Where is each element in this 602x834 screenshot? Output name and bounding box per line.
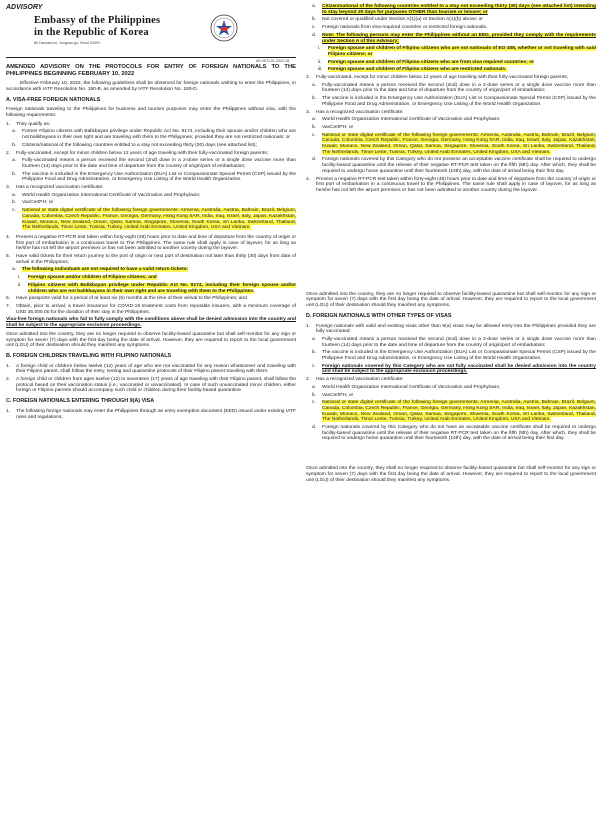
header-divider — [6, 57, 296, 58]
embassy-address: 80 Hannam-ro, Yongsan-gu, Seoul 04391 — [34, 41, 101, 45]
list-item: a. Fully-vaccinated means a person received the second (2nd) dose in a 2-dose series or a single dose vaccine more than fourteen (14) days prior to the date and time of departure from the country of origin/port of embarkation; — [312, 336, 596, 348]
visa-free-failure-note: Visa-free foreign nationals who fail to fully comply with the conditions above shall be denied admission into the country and shall be subject to the appropriate exclusion proceedings. — [6, 317, 296, 329]
list-item: b. VaxCertPH; or — [312, 392, 354, 398]
list-item: a. World Health Organization International Certificate of Vaccination and Prophylaxis; — [12, 192, 201, 198]
list-item: d. Foreign nationals covered by this Category who do not have an acceptable vaccine certificate shall be required to undergo facility-based quarantine until the release of their negative RT-PCR test taken on the fifth (5th) day. After which, they shall be required to undergo home quarantine until their fourteenth (14th) day, with the date of arrival being their first day. — [312, 425, 596, 442]
list-item: 2. Has a recognized vaccination certificate: — [306, 377, 404, 383]
highlighted-text: National or state digital certificate of the following foreign governments: Armenia, Australia, Austria, Bahrain, Brazil, Belgium, Canada, Colombia, Czech Republic, France, Georgia, Germany, Hong Kong SAR, India, Iraq, Israel, Italy, Japan, Kazakhstan, Kuwait, Monaco, New Zealand, Oman, Qatar, Samoa, Singapore, Slovenia, South Korea, Sri Lanka, Switzerland, Thailand, The Netherlands, Timor Leste, Tunisia, Turkey, United Arab Emirates, United Kingdom, USA and Vietnam. — [322, 400, 596, 423]
section-a-heading: A. VISA-FREE FOREIGN NATIONALS — [6, 96, 101, 103]
list-item: c. National or state digital certificate of the following foreign governments: Armenia, Australia, Austria, Bahrain, Brazil, Belgium, Canada, Colombia, Czech Republic, France, Georgia, Germany, Hong Kong SAR, India, Iraq, Israel, Italy, Japan, Kazakhstan, Kuwait, Monaco, New Zealand, Oman, Qatar, Samoa, Singapore, Slovenia, South Korea, Sri Lanka, Switzerland, Thailand, The Netherlands, Timor Leste, Tunisia, Turkey, United Arab Emirates, United Kingdom, USA and Vietnam. — [12, 208, 296, 231]
left-column — [6, 64, 296, 422]
highlighted-text: Note: The following persons may enter the Philippines without an EED, provided they comply with the requirements under Section A of this Advisory: — [322, 32, 596, 44]
highlighted-text: Citizen/national of the following countries entitled to a stay not exceeding thirty (30) days (see attached list) intending to stay beyond 30 days for purposes OTHER than tourism or leisure; or — [322, 4, 596, 15]
highlighted-text: Foreign spouse and children of Filipino citizens who are restricted nationals. — [328, 67, 507, 73]
list-item: 7. Obtain, prior to arrival, a travel insurance for COVID-19 treatment costs from reputable insurers, with a minimum coverage of USD 35,000.00 for the duration of their stay in the Philippines. — [6, 303, 296, 315]
list-item: a. The following individuals are not required to have a valid return tickets: — [12, 267, 189, 273]
list-item: 6. Have passports valid for a period of at least six (6) months at the time of their arrival to the Philippines; and — [6, 296, 247, 302]
list-item: ii. Foreign spouse and children of Filipino citizens who are from visa required countries; or — [318, 59, 534, 65]
list-item: c. National or state digital certificate of the following foreign governments: Armenia, Australia, Austria, Bahrain, Brazil, Belgium, Canada, Colombia, Czech Republic, France, Georgia, Germany, Hong Kong SAR, India, Iraq, Israel, Italy, Japan, Kazakhstan, Kuwait, Monaco, New Zealand, Oman, Qatar, Samoa, Singapore, Slovenia, South Korea, Sri Lanka, Switzerland, Thailand, The Netherlands, Timor Leste, Tunisia, Turkey, United Arab Emirates, United Kingdom, USA and Vietnam. — [312, 132, 596, 155]
advisory-title: AMENDED ADVISORY ON THE PROTOCOLS FOR ENTRY OF FOREIGN NATIONALS TO THE PHILIPPINES BEGINNING FEBRUARY 10, 2022 — [6, 64, 296, 77]
list-item: 5. Have valid tickets for their return journey to the port of origin or next port of destination not later than thirty (30) days from date of arrival in the Philippines; — [6, 254, 296, 265]
highlighted-text: Filipino citizens with Balikbayan privilege under Republic Act No. 9174, including their foreign spouse and/or children who are not balikbayans in their own right and are traveling with them to the Philippines. — [28, 282, 296, 294]
highlighted-text: Foreign spouse and children of Filipino citizens who are not nationals of EO 408, whether or not traveling with said Filipino citizens; or — [328, 46, 596, 57]
list-item: a. Fully-vaccinated means a person received the second (2nd) dose in a 2-dose series or a single dose vaccine more than fourteen (14) days prior to the date and time of departure from the country of origin/port of embarkation; — [312, 82, 596, 94]
section-c-admitted-note: Once admitted into the country, they are no longer required to observe facility-based quarantine but shall self-monitor for any sign or symptom for seven (7) days with the first day being the date of arrival. However, they are required to report to the local government unit (LGU) of their destination should they manifest any symptoms. — [306, 291, 596, 309]
list-item: 2. Fully-vaccinated, except for minor children below 12 years of age traveling with their fully-vaccinated foreign parents; — [6, 150, 268, 156]
highlighted-text: National or state digital certificate of the following foreign governments: Armenia, Australia, Austria, Bahrain, Brazil, Belgium, Canada, Colombia, Czech Republic, France, Georgia, Germany, Hong Kong SAR, India, Iraq, Israel, Italy, Japan, Kazakhstan, Kuwait, Monaco, New Zealand, Oman, Qatar, Samoa, Singapore, Slovenia, South Korea, Sri Lanka, Switzerland, Thailand, The Netherlands, Timor Leste, Tunisia, Turkey, United Arab Emirates, United Kingdom, USA and Vietnam. — [22, 208, 296, 231]
list-item: a. Fully-vaccinated means a person received the second (2nd) dose in a 2-dose series or a single dose vaccine more than fourteen (14) days prior to the date and time of departure from the country of origin/port of embarkation; — [12, 158, 296, 169]
list-item: c. Foreign nationals covered by this Category who are not fully vaccinated shall be denied admission into the country and shall be subject to the appropriate exclusion proceedings. — [312, 363, 596, 375]
highlighted-text: National or state digital certificate of the following foreign governments: Armenia, Australia, Austria, Bahrain, Brazil, Belgium, Canada, Colombia, Czech Republic, France, Georgia, Germany, Hong Kong SAR, India, Iraq, Israel, Italy, Japan, Kazakhstan, Kuwait, Monaco, New Zealand, Oman, Qatar, Samoa, Singapore, Slovenia, South Korea, Sri Lanka, Switzerland, Thailand, The Netherlands, Timor Leste, Tunisia, Turkey, United Arab Emirates, United Kingdom, USA and Vietnam. — [322, 132, 596, 155]
list-item: 1. The following foreign nationals may enter the Philippines through an entry exemption document (EED) issued under existing IATF rules and regulations; — [6, 408, 296, 420]
list-item: 3. Has a recognized vaccination certificate: — [6, 185, 104, 191]
list-item: b. The vaccine is included in the Emergency Use Authorization (EUA) List or Compassionate Special Permit (CSP) issued by the Philippine Food and Drug Administration, or Emergency Use Listing of the World Health Organization. — [312, 350, 596, 362]
list-item: a. World Health Organization International Certificate of Vaccination and Prophylaxis; — [312, 117, 501, 123]
highlighted-text: Foreign spouse and/or children of Filipino citizens; and — [28, 275, 157, 281]
list-item: 1. A foreign child or children below twelve (12) years of age who are not vaccinated for any reason whatsoever and traveling with their Filipino parent, shall follow the entry, testing and quarantine protocols of their Filipino parent traveling with them. — [6, 363, 296, 375]
list-item: a. Former Filipino citizens with Balikbayan privilege under Republic Act No. 9174, including their spouse and/or children who are not balikbayans in their own right and are traveling with them to the Philippines; provided they are not restricted nationals; or — [12, 129, 296, 141]
list-item: ii. Filipino citizens with Balikbayan privilege under Republic Act No. 9174, including their foreign spouse and/or children who are not balikbayans in their own right and are traveling with them to the Philippines. — [18, 282, 296, 294]
list-item: d. Foreign nationals covered by this Category who do not possess an acceptable vaccine certificate shall be required to undergo facility-based quarantine until the release of their negative RT-PCR test taken on the fifth (5th) day. After which, they shall be required to undergo home quarantine until their fourteenth (14th) day, with the date of arrival being their first day. — [312, 157, 596, 174]
list-item: 4. Present a negative RT-PCR test taken within forty-eight (48) hours prior to date and time of departure from the country of origin or first port of embarkation in a continuous travel to the Philippines. The same rule shall apply in case of layover, for as long as he/she has not left the airport premises or has not been admitted to another country during the layover. — [306, 176, 596, 193]
list-item: iii. Foreign spouse and children of Filipino citizens who are restricted nationals. — [318, 67, 507, 73]
section-a-intro: Foreign nationals traveling to the Philippines for business and tourism purposes may enter the Philippines without visa, with the following requirements: — [6, 107, 296, 118]
reference-number: AD-NTD-01-2022-18 — [256, 59, 290, 63]
section-a-admitted-note: Once admitted into the country, they are no longer required to observe facility-based quarantine but shall self-monitor for any sign or symptom for seven (7) days with the first day being the date of arrival. However, they are required to report to the local government unit (LGU) of their destination should they manifest any symptoms. — [6, 331, 296, 349]
section-d-admitted-note: Once admitted into the country, they shall no longer required to observe facility-based quarantine but shall self-monitor for any sign or symptom for seven (7) days with the first day being the date of arrival. However, they are required to report to the local government unit (LGU) of their destination should they manifest any symptoms. — [306, 466, 596, 483]
list-item: 2. Fully-vaccinated, except for minor children below 12 years of age traveling with their fully-vaccinated foreign parents; — [306, 75, 568, 81]
right-column — [306, 4, 596, 486]
list-item: 1. They qualify as: — [6, 121, 51, 127]
embassy-name-line2: in the Republic of Korea — [34, 27, 149, 38]
advisory-tag: ADVISORY — [6, 4, 43, 11]
list-item: i. Foreign spouse and/or children of Filipino citizens; and — [18, 275, 157, 281]
list-item: 3. Has a recognized vaccination certificate: — [306, 109, 404, 115]
list-item: b. The vaccine is included in the Emergency Use Authorization (EUA) List or Compassionate Special Permit (CSP) issued by the Philippine Food and Drug Administration, or Emergency Use Listing of the World Health Organization. — [312, 96, 596, 107]
highlighted-text: The following individuals are not required to have a valid return tickets: — [22, 267, 189, 273]
list-item: a. Citizen/national of the following countries entitled to a stay not exceeding thirty (30) days (see attached list) intending to stay beyond 30 days for purposes OTHER than tourism or leisure; or — [312, 4, 596, 15]
list-item: 4. Present a negative RT-PCR test taken within forty-eight (48) hours prior to date and time of departure from the country of origin or first port of embarkation in a continuous travel to The Philippines. The same rule shall apply in case of layover, for as long as he/she has not left the airport premises or has not been admitted to another country during the layover. — [6, 234, 296, 252]
list-item: 1. Foreign nationals with valid and existing visas other than 9(a) visas may be allowed entry into the Philippines provided they are fully vaccinated: — [306, 323, 596, 335]
list-item: b. The vaccine is included in the Emergency Use Authorization (EUA) List or Compassionate Special Permit (CSP) issued by the Philippine Food and Drug Administration, or Emergency Use Listing of the World Health Organization. — [12, 171, 296, 183]
list-item: d. Note: The following persons may enter the Philippines without an EED, provided they comply with the requirements under Section A of this Advisory: — [312, 32, 596, 44]
list-item: a. World Health Organization International Certificate of Vaccination and Prophylaxis; — [312, 384, 501, 390]
section-b-heading: B. FOREIGN CHILDREN TRAVELING WITH FILIPINO NATIONALS — [6, 352, 172, 359]
intro-paragraph: Effective February 10, 2022, the following guidelines shall be observed for foreign nationals wishing to enter the Philippines, in accordance with IATF Resolution No. 150-B, as amended by IATF Resolution No. 160-D. — [6, 81, 296, 92]
section-d-heading: D. FOREIGN NATIONALS WITH OTHER TYPES OF VISAS — [306, 312, 452, 319]
list-item: b. VaxCertPH; or — [12, 200, 54, 206]
section-c-heading: C. FOREIGN NATIONALS ENTERING THROUGH 9(A) VISA — [6, 398, 155, 405]
list-item: b. Not covered or qualified under Section A(1)(a) or Section A(1)(b) above; or — [312, 17, 483, 23]
list-item: c. Foreign nationals from visa-required countries or restricted foreign nationals. — [312, 25, 488, 31]
list-item: c. National or state digital certificate of the following foreign governments: Armenia, Australia, Austria, Bahrain, Brazil, Belgium, Canada, Colombia, Czech Republic, France, Georgia, Germany, Hong Kong SAR, India, Iraq, Israel, Italy, Japan, Kazakhstan, Kuwait, Monaco, New Zealand, Oman, Qatar, Samoa, Singapore, Slovenia, South Korea, Sri Lanka, Switzerland, Thailand, The Netherlands, Timor Leste, Tunisia, Turkey, United Arab Emirates, United Kingdom, USA and Vietnam. — [312, 400, 596, 423]
embassy-name-line1: Embassy of the Philippines — [34, 15, 161, 26]
highlighted-text: Foreign spouse and children of Filipino citizens who are from visa required countries; or — [328, 59, 534, 65]
list-item: b. Citizens/national of the following countries entitled to a stay not exceeding thirty (30) days (see attached list); — [12, 142, 257, 148]
list-item: b. VaxCertPH; or — [312, 124, 354, 130]
list-item: 2. A foreign child or children from ages twelve (12) to seventeen (17) years of age traveling with their Filipino parent, shall follow the protocol based on their vaccination status (i.e., vaccinated or unvaccinated). In case of such unvaccinated minor children, either foreign or Filipino parents should accompany such child or children during their facility-based quarantine. — [6, 377, 296, 394]
list-item: i. Foreign spouse and children of Filipino citizens who are not nationals of EO 408, whether or not traveling with said Filipino citizens; or — [318, 46, 596, 57]
